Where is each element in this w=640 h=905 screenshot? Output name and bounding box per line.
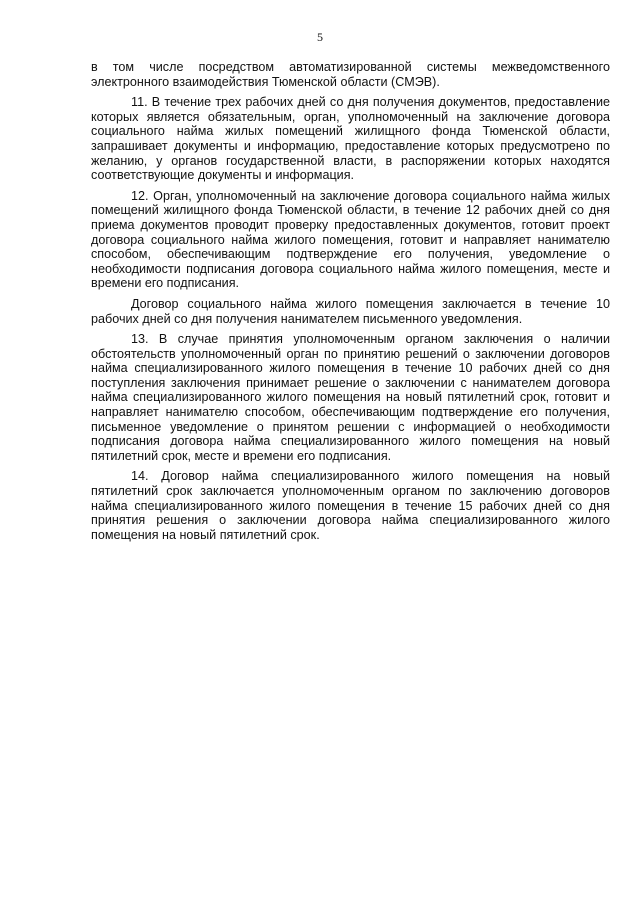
paragraph-12: 12. Орган, уполномоченный на заключение договора социального найма жилых помещений жилищного фонда Тюменской области, в течение 12 рабочих дней со дня приема документов проводит проверку предоставленных документов, готовит проект договора социального найма жилого помещения, готовит и направляет нанимателю способом, обеспечивающим подтверждение его получения, уведомление о необходимости подписания договора социального найма жилого помещения, месте и времени его подписания.: [91, 188, 610, 291]
paragraph-12-contract: Договор социального найма жилого помещения заключается в течение 10 рабочих дней со дня получения нанимателем письменного уведомления.: [91, 296, 610, 326]
paragraph-11: 11. В течение трех рабочих дней со дня получения документов, предоставление которых является обязательным, орган, уполномоченный на заключение договора социального найма жилых помещений жилищного фонда Тюменской области, запрашивает документы и информацию, предоставление которых предусмотрено по желанию, у органов государственной власти, в распоряжении которых находятся соответствующие документы и информация.: [91, 95, 610, 183]
page-number: 5: [317, 30, 323, 44]
paragraph-continuation: в том числе посредством автоматизированной системы межведомственного электронного взаимодействия Тюменской области (СМЭВ).: [91, 60, 610, 89]
paragraph-14: 14. Договор найма специализированного жилого помещения на новый пятилетний срок заключается уполномоченным органом по заключению договоров найма специализированного жилого помещения в течение 15 рабочих дней со дня принятия решения о заключении договора найма специализированного жилого помещения на новый пятилетний срок.: [91, 469, 610, 542]
document-body: [91, 60, 610, 548]
paragraph-13: 13. В случае принятия уполномоченным органом заключения о наличии обстоятельств уполномоченный орган по принятию решений о заключении договоров найма специализированного жилого помещения в течение 10 рабочих дней со дня поступления заключения принимает решение о заключении с нанимателем договора найма специализированного жилого помещения на новый пятилетний срок, готовит и направляет нанимателю способом, обеспечивающим подтверждение его получения, письменное уведомление о принятом решении с информацией о необходимости подписания договора найма специализированного жилого помещения на новый пятилетний срок, месте и времени его подписания.: [91, 332, 610, 463]
